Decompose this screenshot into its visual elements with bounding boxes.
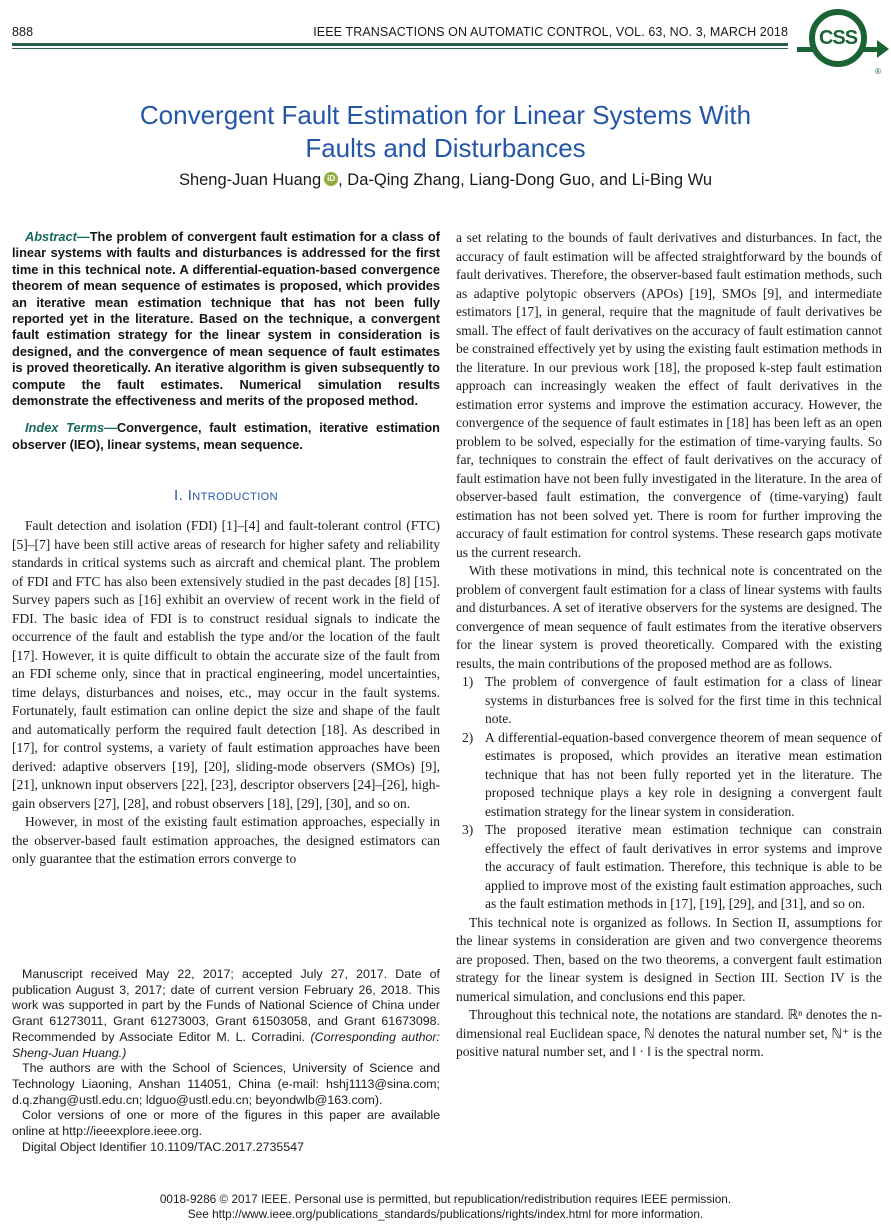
index-terms-paragraph	[12, 420, 440, 453]
abstract-text: The problem of convergent fault estimation for a class of linear systems with faults and disturbances is addressed for the first time in this technical note. A differential-equation-based convergence theorem of mean sequence of estimates is proposed, which provides an iterative mean estimation technique that has not been fully reported yet in the literature. Based on the technique, a convergent fault estimation strategy for the linear system in consideration is designed, and the convergence of mean sequence of fault estimates is proved theoretically. An iterative algorithm is given subsequently to compute the fault estimates. Numerical simulation results demonstrate the effectiveness and merits of the proposed method.	[12, 229, 440, 409]
header-rule-thin	[12, 48, 788, 49]
page-footer	[0, 1192, 891, 1222]
footnote-corresponding-author: (Corresponding author: Sheng-Juan Huang.)	[12, 1029, 440, 1060]
contribution-item-1	[462, 673, 882, 729]
footer-url-line: See http://www.ieee.org/publications_standards/publications/rights/index.html for more information.	[187, 1207, 704, 1221]
left-column	[12, 229, 440, 869]
author-names-rest: , Da-Qing Zhang, Liang-Dong Guo, and Li-Bing Wu	[338, 171, 713, 189]
contribution-item-3-text: The proposed iterative mean estimation technique can constrain effectively the effect of fault derivatives in error systems and improve the accuracy of fault estimation. Therefore, this technique is able to be applied to improve most of the existing fault estimation approaches, such as the fault estimation methods in [17], [19], [29], and [31], and so on.	[485, 822, 882, 911]
logo-registered-mark: ®	[875, 67, 881, 76]
contribution-item-3-number: 3)	[462, 822, 474, 837]
contribution-item-2	[462, 729, 882, 822]
contribution-item-2-number: 2)	[462, 729, 474, 745]
journal-title: IEEE TRANSACTIONS ON AUTOMATIC CONTROL, VOL. 63, NO. 3, MARCH 2018	[313, 25, 788, 39]
paper-title-line-1: Convergent Fault Estimation for Linear Systems With	[139, 100, 752, 130]
first-page-footnotes	[12, 967, 440, 1155]
page-number: 888	[12, 25, 34, 39]
continuation-paragraph: a set relating to the bounds of fault derivatives and disturbances. In fact, the accuracy of fault estimation will be affected straightforward by the bounds of fault derivatives. Therefore, the observer-based fault estimation methods, such as adaptive polytopic observers (APOs) [19], SMOs [9], and intermediate estimators [17], in general, require that the magnitude of fault derivatives be small. The effect of fault derivatives on the accuracy of fault estimation cannot be constrained effectively yet by using the existing fault estimation methods in the literature. In our previous work [18], the proposed k-step fault estimation approach can increasingly weaken the effect of fault derivatives in the estimation error systems and improve the estimation accuracy. However, the convergence of the sequence of fault estimates in [18] has been left as an open problem to be solved, especially for the estimation of time-varying faults. So far, techniques to constrain the effect of fault derivatives on the accuracy of fault estimation have not been fully investigated in the literature. In the area of observer-based fault estimation, the convergence of (time-varying) fault estimation has not been solved yet. There is room for further improving the accuracy of fault estimation for control systems. These research gaps motivate us the current research.	[456, 230, 882, 560]
intro-paragraph-2: However, in most of the existing fault estimation approaches, especially in the observer-based fault estimation approaches, the designed estimators can only guarantee that the estimation errors converge to	[12, 814, 440, 867]
paper-title-line-2: Faults and Disturbances	[305, 133, 586, 163]
logo-circle-icon	[809, 9, 867, 67]
abstract-label: Abstract—	[25, 229, 90, 244]
author-line	[0, 171, 891, 190]
contribution-item-2-text: A differential-equation-based convergence theorem of mean sequence of estimates is proposed, which provides an iterative mean estimation technique that has not been fully reported yet in the literature. The proposed technique plays a key role in designing a convergent fault estimation strategy for the linear system in consideration.	[485, 729, 882, 819]
footnote-doi: Digital Object Identifier 10.1109/TAC.2017.2735547	[22, 1139, 304, 1154]
section-heading-introduction: I. Introduction	[174, 487, 278, 505]
author-name-first: Sheng-Juan Huang	[178, 171, 322, 189]
abstract-paragraph	[12, 229, 440, 409]
introduction-body-left	[12, 517, 440, 869]
organization-paragraph: This technical note is organized as follows. In Section II, assumptions for the linear systems in consideration are given and two convergence theorems are proposed. Then, based on the two theorems, a convergent fault estimation strategy for the linear system is designed in Section III. Section IV is the numerical simulation, and conclusions end this paper.	[456, 914, 882, 1004]
logo-css-text: CSS	[818, 26, 858, 49]
footnote-affiliation: The authors are with the School of Sciences, University of Science and Technology Liaoning, Anshan 114051, China (e-mail: hshj1113@sina.com; d.q.zhang@ustl.edu.cn; ldguo@ustl.edu.cn; beyondwlb@163.com).	[12, 1061, 440, 1107]
page-header	[12, 25, 788, 39]
orcid-icon: iD	[324, 172, 338, 186]
paper-title	[0, 99, 891, 165]
logo-arrowhead-icon	[877, 40, 889, 58]
css-society-logo	[797, 5, 889, 85]
index-terms-label: Index Terms—	[25, 420, 117, 436]
motivation-paragraph: With these motivations in mind, this technical note is concentrated on the problem of convergent fault estimation for a class of linear systems with faults and disturbances. A set of iterative observers for the systems are designed. The convergence of mean sequence of fault estimates from the iterative observers for the linear system is proved theoretically. Compared with the existing results, the main contributions of the proposed method are as follows.	[456, 563, 882, 671]
right-column	[456, 229, 882, 1062]
notation-paragraph: Throughout this technical note, the notations are standard. ℝⁿ denotes the n-dimensional real Euclidean space, ℕ denotes the natural number set, ℕ⁺ is the positive natural number set, and ‖ · ‖ is the spectral norm.	[456, 1007, 882, 1059]
footer-copyright-line: 0018-9286 © 2017 IEEE. Personal use is permitted, but republication/redistribution requires IEEE permission.	[159, 1192, 732, 1206]
footnote-color-versions: Color versions of one or more of the figures in this paper are available online at http://ieeexplore.ieee.org.	[12, 1108, 440, 1139]
contribution-item-1-text: The problem of convergence of fault estimation for a class of linear systems in disturbances free is solved for the first time in this technical note.	[485, 674, 882, 726]
footnote-manuscript: Manuscript received May 22, 2017; accepted July 27, 2017. Date of publication August 3, 2017; date of current version February 26, 2018. This work was supported in part by the Funds of National Science of China under Grant 61273011, Grant 61273003, Grant 61503058, and Grant 61673098. Recommended by Associate Editor M. L. Corradini. (Corresponding author: Sheng-Juan Huang.)	[12, 967, 440, 1060]
intro-paragraph-1: Fault detection and isolation (FDI) [1]–[4] and fault-tolerant control (FTC) [5]–[7] have been still active areas of research for higher safety and reliability standards in critical systems such as aircraft and chemical plant. The problem of FDI and FTC has also been extensively studied in the past decades [8] [15]. Survey papers such as [16] exhibit an overview of recent work in the field of FDI. The basic idea of FDI is to construct residual signals to indicate the occurrence of the fault and establish the type and/or the location of the fault [17]. However, it is quite difficult to obtain the accurate size of the fault from an FDI scheme only, since that in practical engineering, model uncertainties, time delays, disturbances and noises, etc., may occur in the fault systems. Fortunately, fault estimation can online depict the size and shape of the fault and automatically perform the required fault detection [18]. As described in [17], for control systems, a variety of fault estimation approaches have been derived: adaptive observers [19], [20], sliding-mode observers (SMOs) [9], [21], unknown input observers [22], [23], descriptor observers [24]–[26], high-gain observers [27], [28], and robust observers [18], [29], [30], and so on.	[12, 518, 440, 811]
contribution-item-3	[462, 821, 882, 914]
index-terms-text: Convergence, fault estimation, iterative estimation observer (IEO), linear systems, mean sequence.	[12, 420, 440, 452]
header-rule-thick	[12, 43, 788, 46]
contribution-item-1-number: 1)	[462, 674, 474, 689]
